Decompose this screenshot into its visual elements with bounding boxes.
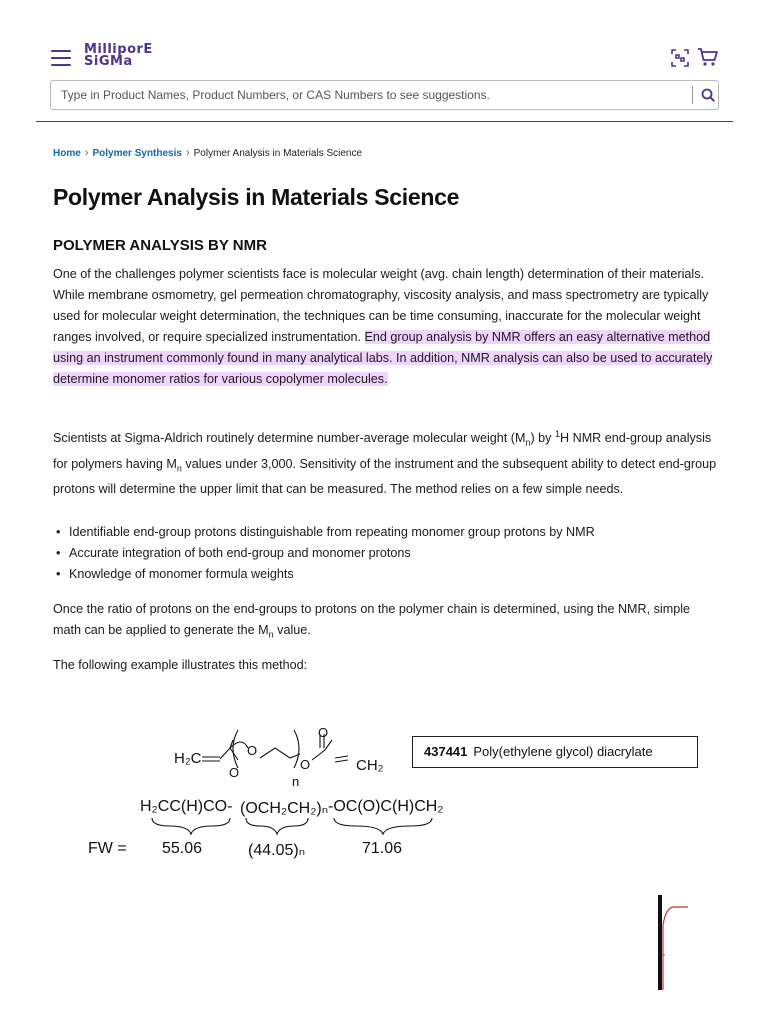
intro-text: One of the challenges polymer scientists face is molecular weight (avg. chain length) determination of their materials. While membrane osmometry, gel permeation chromatography, viscosity analysis, and mass spectrometry are typically used for molecular weight determination, the techniques can be time consuming, inaccurate for the molecular weight ranges involved, or require specialized instrumentation. (53, 267, 709, 344)
search-icon[interactable] (698, 83, 718, 107)
ch2-label: CH₂ (356, 757, 384, 774)
logo-line1: MilliporE (84, 42, 153, 57)
method-text-d: values under 3,000. Sensitivity of the instrument and the subsequent ability to detect end-group protons will determine the upper limit that can be measured. The method relies on a few simple needs. (53, 456, 717, 497)
section-title: POLYMER ANALYSIS BY NMR (53, 237, 267, 254)
cart-icon[interactable] (697, 47, 719, 67)
logo-line2: SiGMa (84, 54, 133, 69)
barcode-scan-icon[interactable] (671, 49, 689, 67)
fw-value-1: 55.06 (162, 840, 203, 857)
breadcrumb-current: Polymer Analysis in Materials Science (193, 148, 363, 159)
example-intro: The following example illustrates this method: (53, 658, 308, 672)
h2c-label: H₂C (174, 750, 202, 767)
product-badge[interactable] (412, 736, 698, 768)
carbonyl-oxygen-left: O (229, 765, 240, 780)
ratio-paragraph (53, 599, 718, 646)
formula-part3: -OC(O)C(H)CH₂ (328, 798, 444, 815)
search-divider (692, 86, 693, 104)
method-text-b: ) by (530, 431, 555, 446)
header-divider (36, 121, 733, 122)
subscript-n: n (525, 437, 531, 448)
search-bar (50, 80, 719, 110)
breadcrumb-home[interactable]: Home (53, 148, 81, 159)
repeat-n: n (292, 774, 300, 789)
list-item: • Accurate integration of both end-group and monomer protons (53, 543, 718, 564)
breadcrumb (53, 146, 362, 161)
superscript-1: 1 (554, 429, 560, 439)
ether-oxygen: O (247, 743, 258, 758)
subscript-n: n (268, 629, 274, 640)
fw-value-3: 71.06 (362, 840, 403, 857)
milliporesigma-logo[interactable] (84, 44, 174, 72)
page-title: Polymer Analysis in Materials Science (53, 184, 460, 210)
chevron-right-icon: › (84, 147, 89, 159)
fw-value-2: (44.05)ₙ (248, 842, 306, 859)
intro-paragraph (53, 264, 718, 390)
ratio-text-a: Once the ratio of protons on the end-groups to protons on the polymer chain is determined, using the NMR, simple math can be applied to generate the M (53, 602, 691, 637)
carbonyl-oxygen-right: O (318, 725, 329, 740)
chevron-right-icon: › (185, 147, 190, 159)
highlighted-text: End group analysis by NMR offers an easy alternative method using an instrument commonly found in many analytical labs. In addition, NMR analysis can also be used to accurately determine monomer ratios for various copolymer molecules. (53, 330, 713, 386)
product-number: 437441 (424, 744, 468, 759)
list-item: • Identifiable end-group protons distinguishable from repeating monomer group protons by NMR (53, 522, 718, 543)
ester-oxygen: O (300, 757, 311, 772)
fw-label: FW = (88, 840, 127, 857)
breadcrumb-polymer-synthesis[interactable]: Polymer Synthesis (92, 148, 182, 159)
method-paragraph (53, 424, 718, 500)
product-name: Poly(ethylene glycol) diacrylate (473, 744, 653, 759)
method-text-c: H NMR end-group analysis for polymers having M (53, 431, 712, 471)
nmr-spectrum-thumbnail (650, 895, 695, 990)
list-item: • Knowledge of monomer formula weights (53, 564, 718, 585)
ratio-text-b: value. (273, 623, 311, 637)
requirements-list (53, 522, 718, 585)
search-input[interactable] (61, 81, 681, 109)
formula-part1: H₂CC(H)CO- (140, 798, 233, 815)
menu-icon[interactable] (51, 50, 71, 66)
formula-part2: (OCH₂CH₂)ₙ (240, 800, 329, 817)
site-header (0, 0, 768, 122)
method-text-a: Scientists at Sigma-Aldrich routinely determine number-average molecular weight (M (53, 431, 526, 446)
subscript-n: n (176, 463, 182, 474)
